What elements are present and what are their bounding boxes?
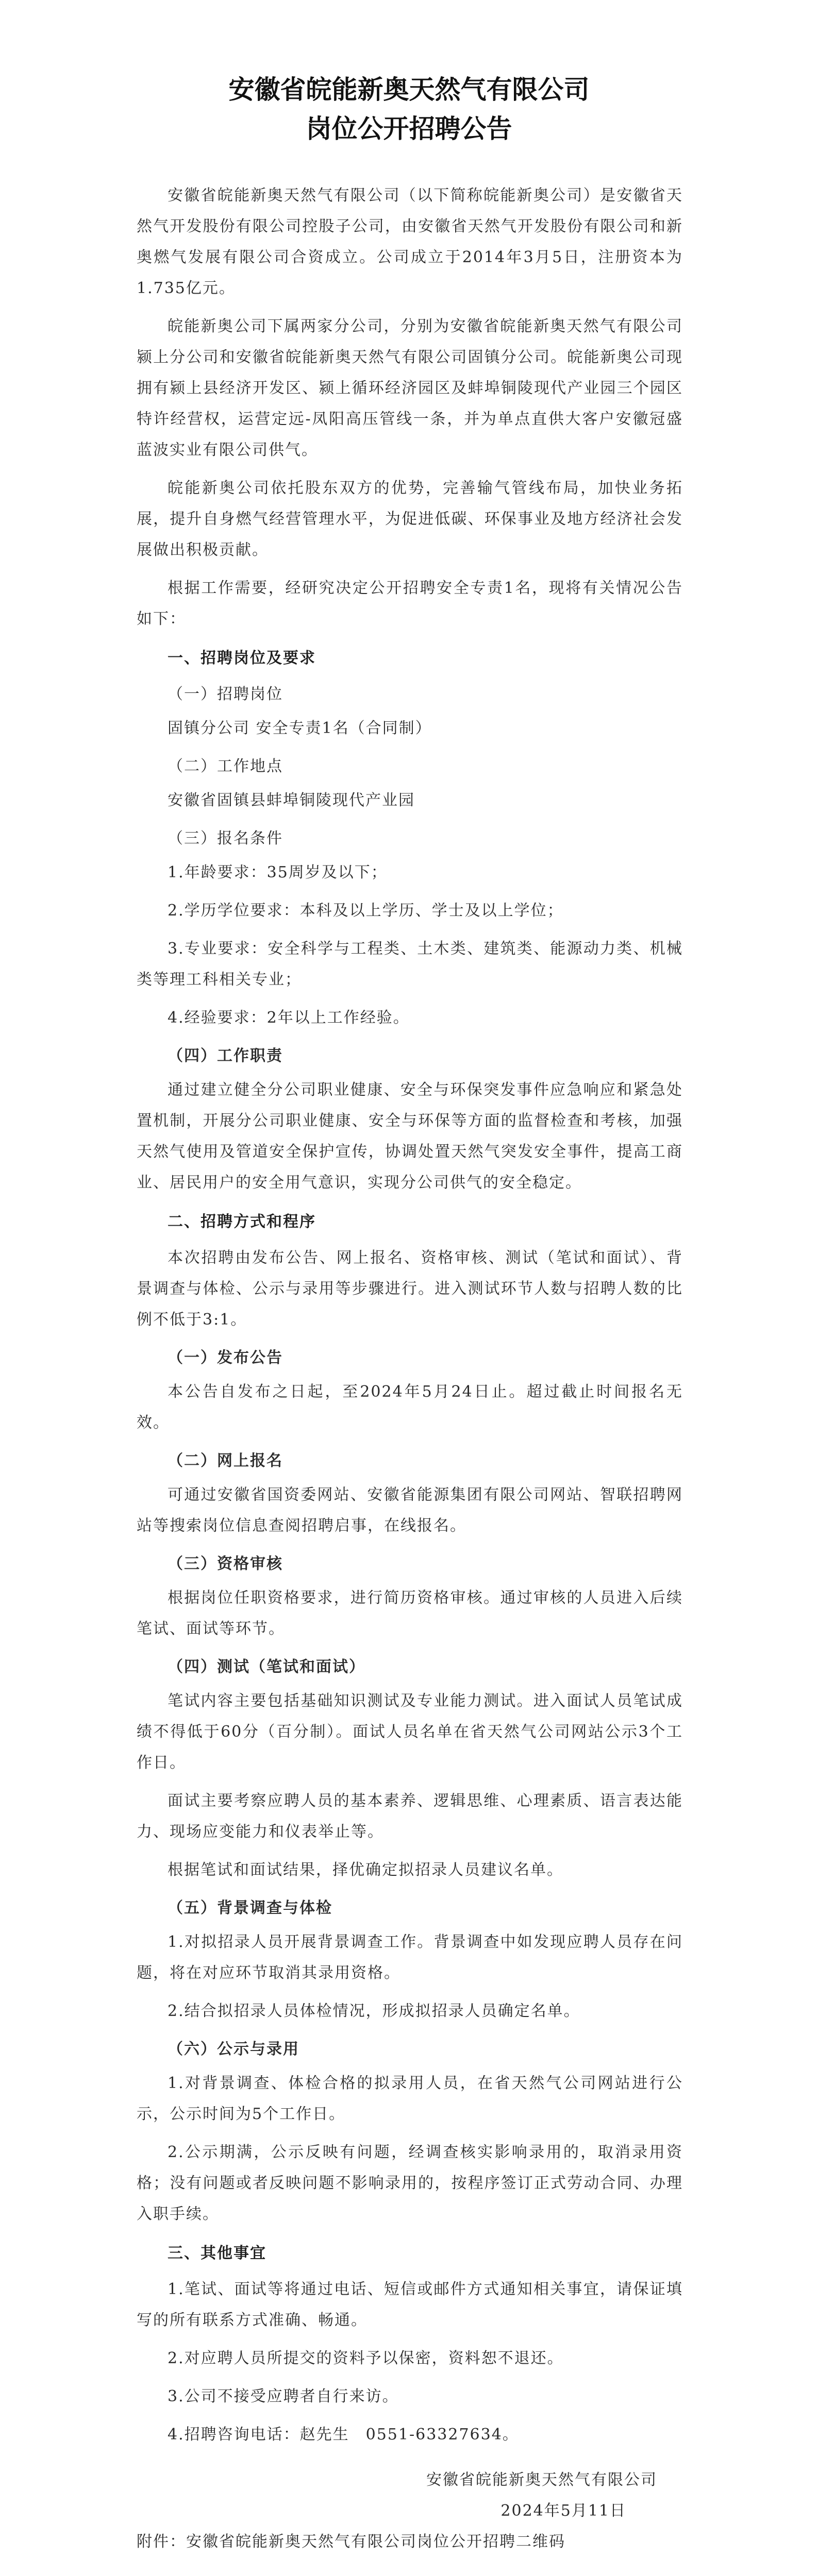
publicity-item: 2.公示期满，公示反映有问题，经调查核实影响录用的，取消录用资格；没有问题或者反映问题不影响录用的，按程序签订正式劳动合同、办理入职手续。 <box>137 2143 683 2223</box>
subsection-heading: （一）发布公告 <box>168 1349 283 1367</box>
exam-text: 面试主要考察应聘人员的基本素养、逻辑思维、心理素质、语言表达能力、现场应变能力和仪表举止等。 <box>137 1792 683 1841</box>
section-heading: 二、招聘方式和程序 <box>168 1213 316 1231</box>
exam-text: 笔试内容主要包括基础知识测试及专业能力测试。进入面试人员笔试成绩不得低于60分（百分制）。面试人员名单在省天然气公司网站公示3个工作日。 <box>137 1692 683 1772</box>
page-subtitle: 岗位公开招聘公告 <box>306 113 512 144</box>
intro-paragraph: 皖能新奥公司下属两家分公司，分别为安徽省皖能新奥天然气有限公司颍上分公司和安徽省皖能新奥天然气有限公司固镇分公司。皖能新奥公司现拥有颍上县经济开发区、颍上循环经济园区及蚌埠铜陵现代产业园三个园区特许经营权，运营定远-凤阳高压管线一条，并为单点直供大客户安徽冠盛蓝波实业有限公司供气。 <box>137 317 683 459</box>
duty-text: 通过建立健全分公司职业健康、安全与环保突发事件应急响应和紧急处置机制，开展分公司职业健康、安全与环保等方面的监督检查和考核，加强天然气使用及管道安全保护宣传，协调处置天然气突发安全事件，提高工商业、居民用户的安全用气意识，实现分公司供气的安全稳定。 <box>137 1081 683 1192</box>
requirement-item: 3.专业要求：安全科学与工程类、土木类、建筑类、能源动力类、机械类等理工科相关专业； <box>137 940 683 989</box>
position-text: 固镇分公司 安全专责1名（合同制） <box>168 719 432 737</box>
subsection-heading: （一）招聘岗位 <box>168 685 283 703</box>
announcement-period-text: 本公告自发布之日起，至2024年5月24日止。超过截止时间报名无效。 <box>137 1383 683 1432</box>
online-registration-text: 可通过安徽省国资委网站、安徽省能源集团有限公司网站、智联招聘网站等搜索岗位信息查阅招聘启事，在线报名。 <box>137 1486 683 1535</box>
subsection-heading: （六）公示与录用 <box>168 2040 299 2058</box>
other-item: 3.公司不接受应聘者自行来访。 <box>168 2387 399 2405</box>
intro-paragraph: 安徽省皖能新奥天然气有限公司（以下简称皖能新奥公司）是安徽省天然气开发股份有限公司控股子公司，由安徽省天然气开发股份有限公司和新奥燃气发展有限公司合资成立。公司成立于2014年3月5日，注册资本为1.735亿元。 <box>137 187 683 297</box>
requirement-item: 1.年龄要求：35周岁及以下； <box>168 863 388 882</box>
intro-paragraph: 根据工作需要，经研究决定公开招聘安全专责1名，现将有关情况公告如下： <box>137 579 683 628</box>
requirement-item: 2.学历学位要求：本科及以上学历、学士及以上学位； <box>168 902 564 920</box>
other-item: 1.笔试、面试等将通过电话、短信或邮件方式通知相关事宜，请保证填写的所有联系方式准确、畅通。 <box>137 2280 683 2329</box>
qualification-review-text: 根据岗位任职资格要求，进行简历资格审核。通过审核的人员进入后续笔试、面试等环节。 <box>137 1589 683 1638</box>
subsection-heading: （三）资格审核 <box>168 1555 283 1573</box>
process-intro: 本次招聘由发布公告、网上报名、资格审核、测试（笔试和面试）、背景调查与体检、公示与录用等步骤进行。进入测试环节人数与招聘人数的比例不低于3:1。 <box>137 1249 683 1329</box>
other-item: 4.招聘咨询电话：赵先生 0551-63327634。 <box>168 2426 519 2444</box>
other-item: 2.对应聘人员所提交的资料予以保密，资料恕不退还。 <box>168 2349 564 2367</box>
signature-date: 2024年5月11日 <box>500 2502 626 2520</box>
publicity-item: 1.对背景调查、体检合格的拟录用人员，在省天然气公司网站进行公示，公示时间为5个工作日。 <box>137 2074 683 2123</box>
subsection-heading: （五）背景调查与体检 <box>168 1899 332 1917</box>
subsection-heading: （二）网上报名 <box>168 1452 283 1470</box>
background-check-item: 1.对拟招录人员开展背景调查工作。背景调查中如发现应聘人员存在问题，将在对应环节取消其录用资格。 <box>137 1933 683 1982</box>
intro-paragraph: 皖能新奥公司依托股东双方的优势，完善输气管线布局，加快业务拓展，提升自身燃气经营管理水平，为促进低碳、环保事业及地方经济社会发展做出积极贡献。 <box>137 479 683 559</box>
background-check-item: 2.结合拟招录人员体检情况，形成拟招录人员确定名单。 <box>168 2002 580 2020</box>
subsection-heading: （四）测试（笔试和面试） <box>168 1658 365 1676</box>
exam-text: 根据笔试和面试结果，择优确定拟招录人员建议名单。 <box>168 1861 563 1879</box>
subsection-heading: （四）工作职责 <box>168 1047 283 1065</box>
subsection-heading: （三）报名条件 <box>168 829 283 848</box>
announcement-body <box>137 180 683 2557</box>
attachment-note: 附件：安徽省皖能新奥天然气有限公司岗位公开招聘二维码 <box>137 2533 565 2551</box>
location-text: 安徽省固镇县蚌埠铜陵现代产业园 <box>168 791 415 809</box>
section-heading: 一、招聘岗位及要求 <box>168 649 316 667</box>
signature-company: 安徽省皖能新奥天然气有限公司 <box>426 2471 657 2489</box>
subsection-heading: （二）工作地点 <box>168 757 283 775</box>
page-title: 安徽省皖能新奥天然气有限公司 <box>228 74 590 105</box>
requirement-item: 4.经验要求：2年以上工作经验。 <box>168 1009 410 1027</box>
section-heading: 三、其他事宜 <box>168 2244 266 2262</box>
